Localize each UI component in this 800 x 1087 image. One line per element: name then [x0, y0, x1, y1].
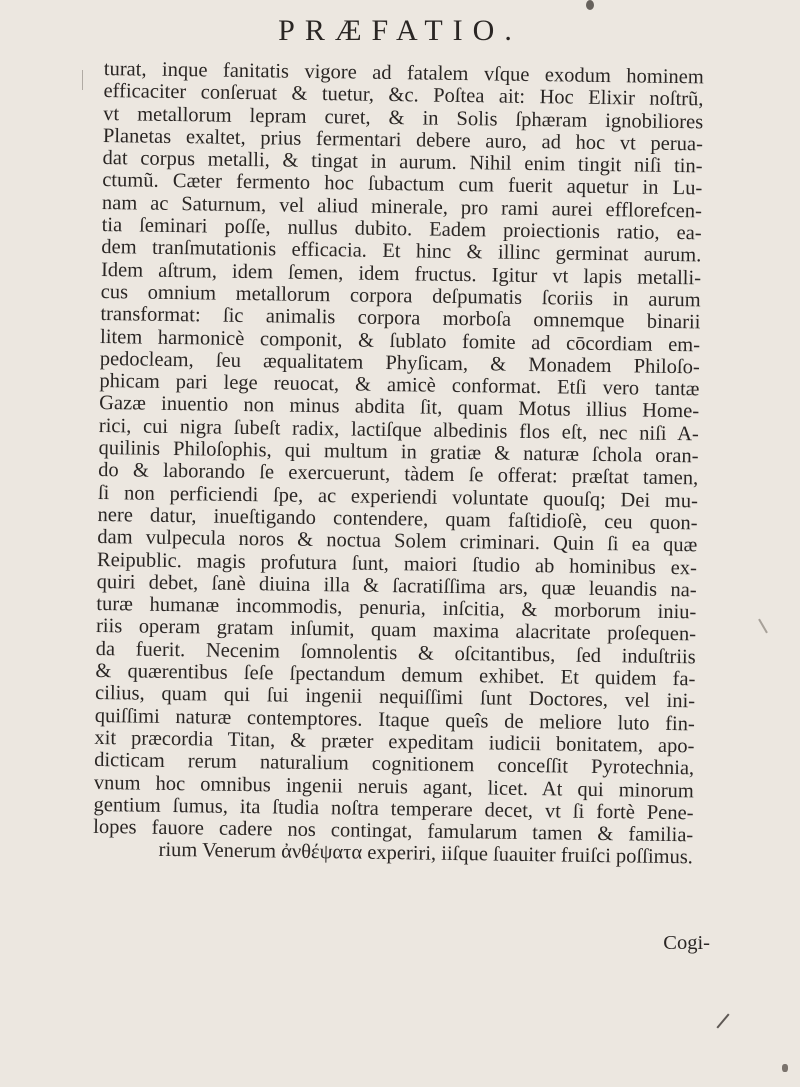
text-line: turat, inque fanitatis vigore ad fatalem vſque exodum hominem	[103, 58, 704, 89]
text-line: dem tranſmutationis efficacia. Et hinc & illinc germinat aurum.	[101, 236, 702, 267]
margin-mark	[758, 619, 768, 634]
margin-mark	[82, 70, 83, 90]
text-line: cilius, quam qui ſui ingenii nequiſſimi ſunt Doctores, vel ini-	[94, 682, 696, 713]
text-line: ſi non perficiendi ſpe, ac experiendi voluntate quouſq; Dei mu-	[97, 481, 699, 512]
text-line: rici, cui nigra ſubeſt radix, lactiſque albedinis flos eſt, nec niſi A-	[98, 414, 699, 446]
text-line: quiſſimi naturæ contemptores. Itaque queîs de meliore luto fin-	[94, 704, 695, 735]
text-line: gentium ſumus, ita ſtudia noſtra temperare decet, vt ſi fortè Pene-	[93, 793, 694, 825]
text-line: pedocleam, ſeu æqualitatem Phyſicam, & Monadem Philoſo-	[99, 347, 700, 379]
text-line: nere datur, inueſtigando contendere, quam faſtidioſè, ceu quon-	[97, 503, 698, 535]
text-line: vnum hoc omnibus ingenii neruis agant, licet. At qui minorum	[93, 771, 694, 802]
text-line: dam vulpecula noros & noctua Solem criminari. Quin ſi ea quæ	[97, 526, 698, 557]
text-line: litem harmonicè componit, & ſublato fomite ad cōcordiam em-	[99, 325, 701, 356]
body-text	[93, 58, 704, 869]
text-line: phicam pari lege reuocat, & amicè conformat. Etſi vero tantæ	[99, 370, 700, 401]
running-head: PRÆFATIO.	[278, 14, 522, 47]
text-line: quilinis Philoſophis, qui multum in gratiæ & naturæ ſchola oran-	[98, 437, 699, 468]
text-line: dicticam rerum naturalium cognitionem conceſſit Pyrotechnia,	[94, 749, 695, 780]
text-line: cus omnium metallorum corpora deſpumatis ſcoriis in aurum	[100, 280, 701, 312]
text-line: Gazæ inuentio non minus abdita ſit, quam Motus illius Home-	[99, 392, 700, 423]
text-line: tia ſeminari poſſe, nullus dubito. Eadem proiectionis ratio, ea-	[101, 214, 702, 245]
text-line: quiri debet, ſanè diuina illa & ſacratiſſima ars, quæ leuandis na-	[96, 570, 697, 602]
text-line: da fuerit. Necenim ſomnolentis & oſcitantibus, ſed induſtriis	[95, 637, 696, 669]
text-line: xit præcordia Titan, & præter expeditam iudicii bonitatem, apo-	[94, 726, 695, 758]
pen-mark	[716, 1013, 729, 1028]
catchword: Cogi-	[663, 932, 710, 954]
text-line: efficaciter conſeruat & tuetur, &c. Poſtea ait: Hoc Elixir noſtrũ,	[103, 80, 704, 111]
text-line: transformat: ſic animalis corpora morboſa omnemque binarii	[100, 303, 701, 334]
ink-blot	[586, 0, 594, 10]
text-line: vt metallorum lepram curet, & in Solis ſphæram ignobiliores	[103, 102, 704, 133]
text-line: dat corpus metalli, & tingat in aurum. Nihil enim tingit niſi tin-	[102, 147, 703, 178]
text-line: turæ humanæ incommodis, penuria, inſcitia, & morborum iniu-	[96, 593, 697, 624]
text-line: lopes fauore cadere nos contingat, famularum tamen & familia-	[93, 816, 694, 847]
text-line: nam ac Saturnum, vel aliud minerale, pro rami aurei efflorefcen-	[101, 191, 703, 223]
text-line: Reipublic. magis profutura ſunt, maiori ſtudio ab hominibus ex-	[96, 548, 698, 579]
text-line: Planetas exaltet, prius fermentari debere auro, ad hoc vt perua-	[102, 124, 704, 156]
text-line: do & laborando ſe exercuerunt, tàdem ſe offerat: præſtat tamen,	[98, 459, 699, 490]
text-line: & quærentibus ſeſe ſpectandum demum exhibet. Et quidem fa-	[95, 659, 696, 691]
ink-blot	[782, 1064, 788, 1072]
text-line: rium Venerum ἀνθέψατα experiri, iiſque ſuauiter fruiſci poſſimus.	[158, 839, 694, 869]
text-line: riis operam gratam inſumit, quam maxima alacritate proſequen-	[95, 615, 697, 646]
text-line: Idem aſtrum, idem ſemen, idem fructus. Igitur vt lapis metalli-	[100, 258, 702, 290]
text-line: ctumũ. Cæter fermento hoc ſubactum cum fuerit aquetur in Lu-	[102, 169, 703, 200]
